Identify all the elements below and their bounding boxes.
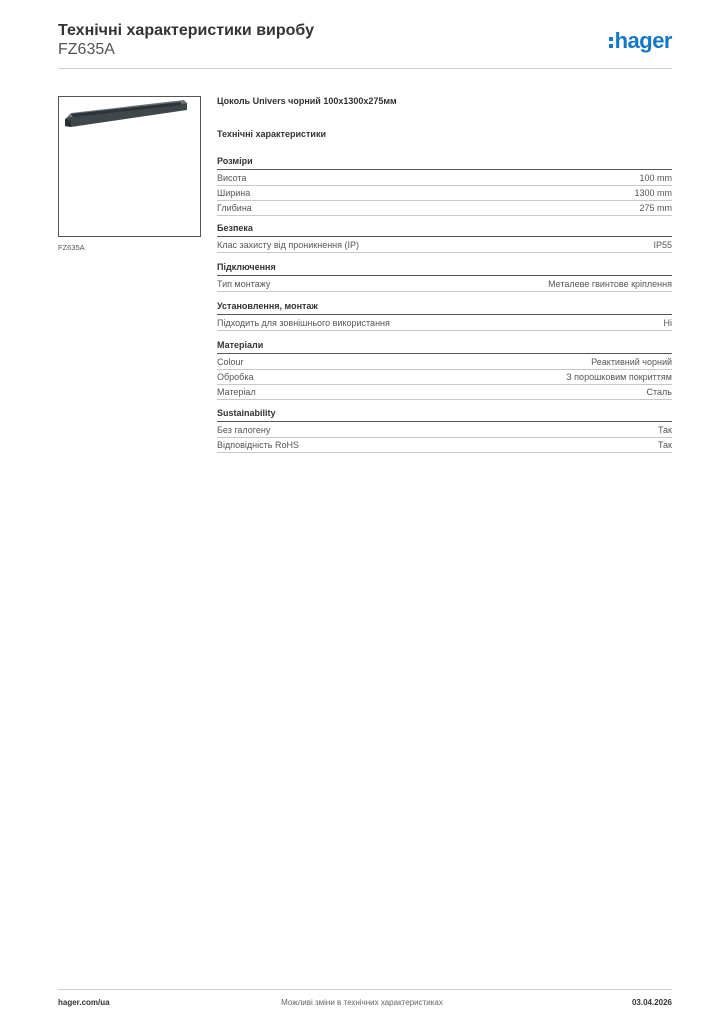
hager-logo (609, 28, 672, 54)
page-title: Технічні характеристики виробу (58, 22, 314, 39)
spec-row (217, 186, 672, 201)
product-image (58, 96, 201, 237)
section-title: Безпека (217, 223, 672, 237)
section-title: Sustainability (217, 408, 672, 422)
spec-row (217, 238, 672, 253)
spec-value: IP55 (653, 240, 672, 250)
spec-key: Тип монтажу (217, 279, 271, 289)
footer-website: hager.com/ua (58, 998, 110, 1007)
page-header (58, 20, 672, 68)
spec-key: Матеріал (217, 387, 256, 397)
spec-key: Без галогену (217, 425, 271, 435)
spec-row (217, 423, 672, 438)
logo-dots-icon (609, 34, 613, 51)
section-title: Установлення, монтаж (217, 301, 672, 315)
spec-key: Підходить для зовнішнього використання (217, 318, 390, 328)
section-title: Матеріали (217, 340, 672, 354)
spec-key: Colour (217, 357, 244, 367)
spec-value: З порошковим покриттям (566, 372, 672, 382)
logo-text: hager (614, 28, 672, 53)
spec-key: Ширина (217, 188, 251, 198)
spec-key: Обробка (217, 372, 254, 382)
spec-row (217, 316, 672, 331)
footer-disclaimer: Можливі зміни в технічних характеристиках (281, 998, 443, 1007)
spec-row (217, 385, 672, 400)
spec-value: Металеве гвинтове кріплення (548, 279, 672, 289)
spec-row (217, 201, 672, 216)
spec-value: 100 mm (639, 173, 672, 183)
section-title: Розміри (217, 156, 672, 170)
image-caption: FZ635A (58, 243, 85, 252)
spec-key: Відповідність RoHS (217, 440, 299, 450)
spec-key: Глибина (217, 203, 252, 213)
plinth-illustration-icon (59, 97, 200, 236)
specs-title: Технічні характеристики (217, 129, 326, 139)
section-title: Підключення (217, 262, 672, 276)
spec-value: Ні (663, 318, 672, 328)
spec-row (217, 370, 672, 385)
spec-key: Висота (217, 173, 247, 183)
spec-value: 1300 mm (634, 188, 672, 198)
footer-divider (58, 989, 672, 990)
spec-value: 275 mm (639, 203, 672, 213)
spec-row (217, 171, 672, 186)
spec-row (217, 438, 672, 453)
header-divider (58, 68, 672, 69)
product-name: Цоколь Univers чорний 100x1300x275мм (217, 96, 397, 106)
footer-date: 03.04.2026 (631, 998, 672, 1007)
spec-value: Сталь (646, 387, 672, 397)
spec-row (217, 355, 672, 370)
spec-row (217, 277, 672, 292)
spec-value: Реактивний чорний (591, 357, 672, 367)
spec-value: Так (657, 425, 672, 435)
spec-value: Так (657, 440, 672, 450)
spec-key: Клас захисту від проникнення (IP) (217, 240, 360, 250)
product-code: FZ635A (58, 41, 115, 58)
